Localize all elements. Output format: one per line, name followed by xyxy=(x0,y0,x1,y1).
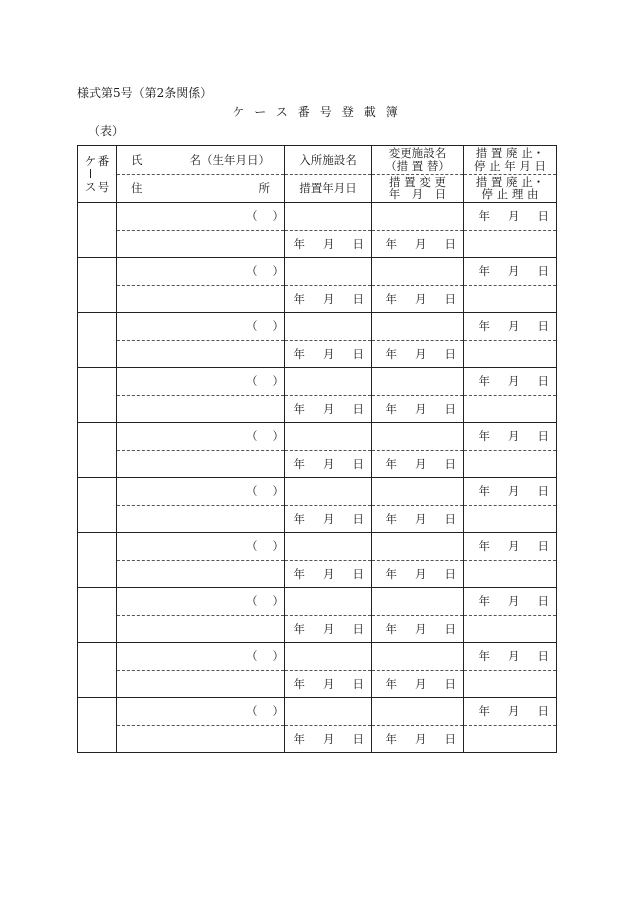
address-cell[interactable] xyxy=(117,395,285,423)
change-date-cell[interactable]: 年 月 日 xyxy=(372,285,464,313)
address-cell[interactable] xyxy=(117,285,285,313)
changed-facility-cell[interactable] xyxy=(372,313,464,341)
abolition-reason-cell[interactable] xyxy=(464,560,557,588)
case-number-cell[interactable] xyxy=(78,203,117,258)
record-row-bottom xyxy=(78,395,557,423)
birthdate-parentheses: （ ） xyxy=(246,704,284,719)
facility-name-cell[interactable] xyxy=(285,313,372,341)
changed-facility-cell[interactable] xyxy=(372,368,464,396)
record-row-bottom xyxy=(78,725,557,753)
case-number-cell[interactable] xyxy=(78,478,117,533)
name-cell[interactable] xyxy=(117,313,285,341)
birthdate-parentheses: （ ） xyxy=(246,594,284,609)
name-cell[interactable] xyxy=(117,588,285,616)
name-cell[interactable] xyxy=(117,368,285,396)
birthdate-parentheses: （ ） xyxy=(246,209,284,224)
change-date-header: 措 置 変 更 年 月 日 xyxy=(372,174,464,203)
header-row-bottom xyxy=(78,174,557,203)
abolition-date-cell[interactable]: 年 月 日 xyxy=(464,423,557,451)
case-number-header-left: ケ ス xyxy=(84,153,97,194)
abolition-reason-cell[interactable] xyxy=(464,615,557,643)
abolition-date-cell[interactable]: 年 月 日 xyxy=(464,368,557,396)
address-cell[interactable] xyxy=(117,615,285,643)
record-row-top xyxy=(78,698,557,726)
address-cell[interactable] xyxy=(117,505,285,533)
record-row-top xyxy=(78,423,557,451)
case-number-register-table xyxy=(77,145,557,753)
placement-date-cell[interactable]: 年 月 日 xyxy=(285,560,372,588)
address-cell[interactable] xyxy=(117,560,285,588)
record-row-top xyxy=(78,533,557,561)
changed-facility-cell[interactable] xyxy=(372,203,464,231)
facility-name-cell[interactable] xyxy=(285,533,372,561)
header-row-top xyxy=(78,146,557,175)
abolition-date-cell[interactable]: 年 月 日 xyxy=(464,313,557,341)
birthdate-parentheses: （ ） xyxy=(246,374,284,389)
address-cell[interactable] xyxy=(117,340,285,368)
birthdate-parentheses: （ ） xyxy=(246,484,284,499)
placement-date-cell[interactable]: 年 月 日 xyxy=(285,340,372,368)
abolition-reason-cell[interactable] xyxy=(464,340,557,368)
facility-name-cell[interactable] xyxy=(285,203,372,231)
placement-date-cell[interactable]: 年 月 日 xyxy=(285,670,372,698)
change-date-cell[interactable]: 年 月 日 xyxy=(372,505,464,533)
record-row-top xyxy=(78,643,557,671)
changed-facility-header: 変更施設名 （措 置 替） xyxy=(372,146,464,175)
changed-facility-cell[interactable] xyxy=(372,478,464,506)
placement-date-cell[interactable]: 年 月 日 xyxy=(285,285,372,313)
abolition-date-header: 措 置 廃 止・ 停 止 年 月 日 xyxy=(464,146,557,175)
birthdate-parentheses: （ ） xyxy=(246,539,284,554)
facility-name-cell[interactable] xyxy=(285,698,372,726)
changed-facility-cell[interactable] xyxy=(372,698,464,726)
record-row-top xyxy=(78,368,557,396)
change-date-cell[interactable]: 年 月 日 xyxy=(372,230,464,258)
abolition-reason-cell[interactable] xyxy=(464,670,557,698)
record-row-bottom xyxy=(78,670,557,698)
birthdate-parentheses: （ ） xyxy=(246,429,284,444)
record-row-top xyxy=(78,478,557,506)
changed-facility-cell[interactable] xyxy=(372,533,464,561)
record-row-bottom xyxy=(78,230,557,258)
long-vowel-mark xyxy=(90,169,91,178)
address-cell[interactable] xyxy=(117,670,285,698)
birthdate-parentheses: （ ） xyxy=(246,649,284,664)
placement-date-cell[interactable]: 年 月 日 xyxy=(285,395,372,423)
abolition-date-cell[interactable]: 年 月 日 xyxy=(464,533,557,561)
abolition-reason-cell[interactable] xyxy=(464,230,557,258)
abolition-reason-cell[interactable] xyxy=(464,725,557,753)
case-number-cell[interactable] xyxy=(78,643,117,698)
facility-name-cell[interactable] xyxy=(285,368,372,396)
form-number: 様式第5号（第2条関係） xyxy=(77,86,213,100)
name-cell[interactable] xyxy=(117,643,285,671)
abolition-date-cell[interactable]: 年 月 日 xyxy=(464,698,557,726)
case-number-header-right: 番 号 xyxy=(97,153,110,194)
form-title: ケース番号登載簿 xyxy=(232,105,408,119)
case-number-cell[interactable] xyxy=(78,313,117,368)
abolition-reason-cell[interactable] xyxy=(464,450,557,478)
case-number-cell[interactable] xyxy=(78,533,117,588)
record-row-bottom xyxy=(78,560,557,588)
changed-facility-cell[interactable] xyxy=(372,423,464,451)
record-row-bottom xyxy=(78,450,557,478)
name-cell[interactable] xyxy=(117,478,285,506)
address-cell[interactable] xyxy=(117,725,285,753)
name-cell[interactable] xyxy=(117,423,285,451)
side-label: （表） xyxy=(88,124,125,138)
change-date-cell[interactable]: 年 月 日 xyxy=(372,615,464,643)
change-date-cell[interactable]: 年 月 日 xyxy=(372,560,464,588)
abolition-date-cell[interactable]: 年 月 日 xyxy=(464,258,557,286)
change-date-cell[interactable]: 年 月 日 xyxy=(372,340,464,368)
facility-name-header: 入所施設名 xyxy=(285,146,372,175)
name-header: 氏 名（生年月日） xyxy=(117,146,285,175)
placement-date-header: 措置年月日 xyxy=(285,174,372,203)
record-row-bottom xyxy=(78,615,557,643)
abolition-date-cell[interactable]: 年 月 日 xyxy=(464,203,557,231)
case-number-cell[interactable] xyxy=(78,368,117,423)
name-cell[interactable] xyxy=(117,203,285,231)
placement-date-cell[interactable]: 年 月 日 xyxy=(285,230,372,258)
case-number-cell[interactable] xyxy=(78,258,117,313)
change-date-cell[interactable]: 年 月 日 xyxy=(372,725,464,753)
change-date-cell[interactable]: 年 月 日 xyxy=(372,395,464,423)
abolition-reason-cell[interactable] xyxy=(464,395,557,423)
name-cell[interactable] xyxy=(117,533,285,561)
change-date-cell[interactable]: 年 月 日 xyxy=(372,450,464,478)
placement-date-cell[interactable]: 年 月 日 xyxy=(285,725,372,753)
changed-facility-cell[interactable] xyxy=(372,258,464,286)
facility-name-cell[interactable] xyxy=(285,423,372,451)
address-cell[interactable] xyxy=(117,230,285,258)
address-cell[interactable] xyxy=(117,450,285,478)
birthdate-parentheses: （ ） xyxy=(246,264,284,279)
facility-name-cell[interactable] xyxy=(285,258,372,286)
facility-name-cell[interactable] xyxy=(285,588,372,616)
record-row-top xyxy=(78,258,557,286)
placement-date-cell[interactable]: 年 月 日 xyxy=(285,450,372,478)
record-row-bottom xyxy=(78,285,557,313)
birthdate-parentheses: （ ） xyxy=(246,319,284,334)
placement-date-cell[interactable]: 年 月 日 xyxy=(285,505,372,533)
abolition-reason-cell[interactable] xyxy=(464,285,557,313)
name-cell[interactable] xyxy=(117,258,285,286)
abolition-reason-header: 措 置 廃 止・ 停 止 理 由 xyxy=(464,174,557,203)
record-row-top xyxy=(78,313,557,341)
abolition-date-cell[interactable]: 年 月 日 xyxy=(464,478,557,506)
record-row-bottom xyxy=(78,505,557,533)
address-header: 住 所 xyxy=(117,174,285,203)
abolition-reason-cell[interactable] xyxy=(464,505,557,533)
placement-date-cell[interactable]: 年 月 日 xyxy=(285,615,372,643)
facility-name-cell[interactable] xyxy=(285,478,372,506)
changed-facility-cell[interactable] xyxy=(372,588,464,616)
case-number-cell[interactable] xyxy=(78,698,117,753)
record-row-top xyxy=(78,203,557,231)
case-number-cell[interactable] xyxy=(78,588,117,643)
record-row-top xyxy=(78,588,557,616)
record-row-bottom xyxy=(78,340,557,368)
case-number-cell[interactable] xyxy=(78,423,117,478)
facility-name-cell[interactable] xyxy=(285,643,372,671)
abolition-date-cell[interactable]: 年 月 日 xyxy=(464,643,557,671)
changed-facility-cell[interactable] xyxy=(372,643,464,671)
name-cell[interactable] xyxy=(117,698,285,726)
case-number-header xyxy=(78,146,117,203)
change-date-cell[interactable]: 年 月 日 xyxy=(372,670,464,698)
abolition-date-cell[interactable]: 年 月 日 xyxy=(464,588,557,616)
